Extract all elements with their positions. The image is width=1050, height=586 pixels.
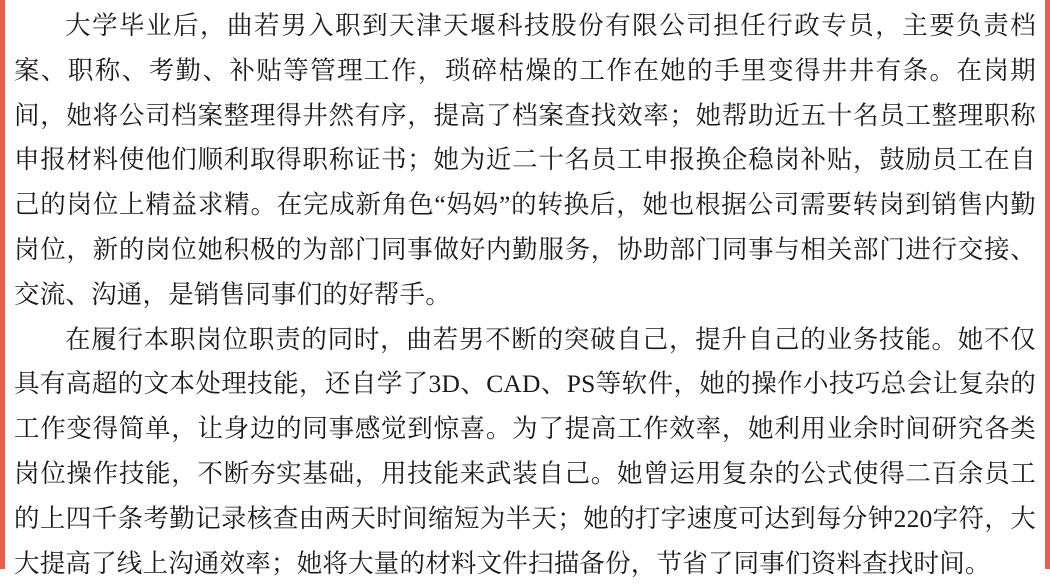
left-margin-rule [0, 0, 5, 569]
paragraph-2: 在履行本职岗位职责的同时，曲若男不断的突破自己，提升自己的业务技能。她不仅具有高超的文本处理技能，还自学了3D、CAD、PS等软件，她的操作小技巧总会让复杂的工作变得简单，让身边的同事感觉到惊喜。为了提高工作效率，她利用业余时间研究各类岗位操作技能，不断夯实基础，用技能来武装自己。她曾运用复杂的公式使得二百余员工的上四千条考勤记录核查由两天时间缩短为半天；她的打字速度可达到每分钟220字符，大大提高了线上沟通效率；她将大量的材料文件扫描备份，节省了同事们资料查找时间。 [14, 324, 1036, 578]
document-body [14, 4, 1036, 578]
paragraph-1: 大学毕业后，曲若男入职到天津天堰科技股份有限公司担任行政专员，主要负责档案、职称、考勤、补贴等管理工作，琐碎枯燥的工作在她的手里变得井井有条。在岗期间，她将公司档案整理得井然有序，提高了档案查找效率；她帮助近五十名员工整理职称申报材料使他们顺利取得职称证书；她为近二十名员工申报换企稳岗补贴，鼓励员工在自己的岗位上精益求精。在完成新角色“妈妈”的转换后，她也根据公司需要转岗到销售内勤岗位，新的岗位她积极的为部门同事做好内勤服务，协助部门同事与相关部门进行交接、交流、沟通，是销售同事们的好帮手。 [14, 11, 1036, 309]
right-margin-rule [1045, 0, 1050, 569]
